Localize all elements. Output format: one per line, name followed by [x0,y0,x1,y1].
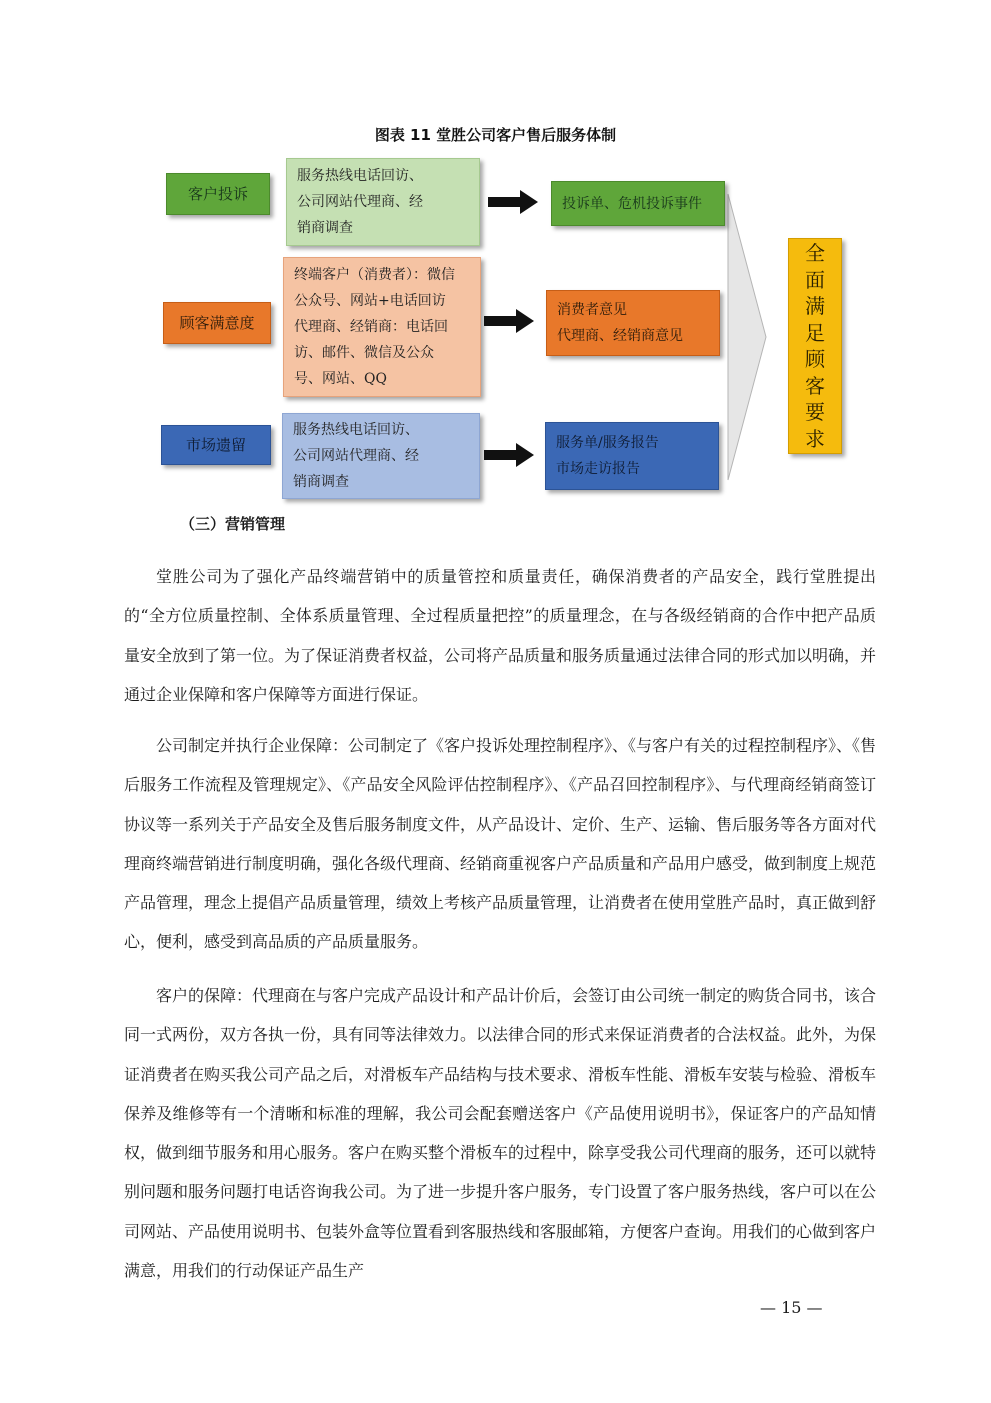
arrow-right-icon [484,443,534,467]
funnel-shape [726,192,770,482]
goal-box [788,238,842,454]
channel-line: 公司网站代理商、经 [293,448,419,464]
market-output-box [545,422,719,490]
arrow-right-icon [484,309,534,333]
channel-line: 访、邮件、微信及公众 [294,345,434,361]
goal-char: 面 [805,267,825,292]
goal-char: 顾 [805,347,825,371]
paragraph: 客户的保障：代理商在与客户完成产品设计和产品计价后，会签订由公司统一制定的购货合同书，该合同一式两份，双方各执一份，具有同等法律效力。以法律合同的形式来保证消费者的合法权益。此外，为保证消费者在购买我公司产品之后，对滑板车产品结构与技术要求、滑板车性能、滑板车安装与检验、滑板车保养及维修等有一个清晰和标准的理解，我公司会配套赠送客户《产品使用说明书》，保证客户的产品知情权，做到细节服务和用心服务。客户在购买整个滑板车的过程中，除享受我公司代理商的服务，还可以就特别问题和服务问题打电话咨询我公司。为了进一步提升客户服务，专门设置了客户服务热线，客户可以在公司网站、产品使用说明书、包装外盒等位置看到客服热线和客服邮箱，方便客户查询。用我们的心做到客户满意，用我们的行动保证产品生产 [124,986,877,1281]
market-channels-box [282,413,480,499]
satisfaction-label-box [163,302,271,344]
complaint-label-box [166,173,270,215]
goal-char: 满 [805,294,825,318]
channel-line: 服务热线电话回访、 [297,168,423,184]
satisfaction-label: 顾客满意度 [179,314,255,332]
output-line: 消费者意见 [557,302,627,318]
complaint-channels-box [286,158,480,246]
channel-line: 销商调查 [293,474,349,490]
arrow-right-icon [488,190,538,214]
market-label: 市场遗留 [185,436,246,454]
output-line: 服务单/服务报告 [556,435,659,451]
goal-char: 客 [805,373,825,398]
goal-char: 足 [805,320,825,345]
output-line: 投诉单、危机投诉事件 [562,195,702,212]
goal-char: 要 [805,400,825,424]
channel-line: 公司网站代理商、经 [297,194,423,210]
satisfaction-output-box [546,290,720,356]
channel-line: 公众号、网站+电话回访 [294,293,446,309]
output-line: 市场走访报告 [556,461,640,477]
output-line: 代理商、经销商意见 [557,328,683,344]
paragraph: 堂胜公司为了强化产品终端营销中的质量管控和质量责任，确保消费者的产品安全，践行堂胜提出的“全方位质量控制、全体系质量管理、全过程质量把控”的质量理念，在与各级经销商的合作中把产品质量安全放到了第一位。为了保证消费者权益，公司将产品质量和服务质量通过法律合同的形式加以明确，并通过企业保障和客户保障等方面进行保证。 [124,567,877,704]
goal-char: 求 [805,426,825,451]
page-number: — 15 — [760,1298,823,1317]
channel-line: 号、网站、QQ [294,371,387,387]
goal-char: 全 [805,241,825,265]
channel-line: 终端客户（消费者）：微信 [294,267,455,283]
figure-title: 图表 11 堂胜公司客户售后服务体制 [374,126,617,144]
satisfaction-channels-box [283,257,481,397]
section-heading: （三）营销管理 [180,515,286,533]
paragraph: 公司制定并执行企业保障：公司制定了《客户投诉处理控制程序》、《与客户有关的过程控制程序》、《售后服务工作流程及管理规定》、《产品安全风险评估控制程序》、《产品召回控制程序》、与代理商经销商签订协议等一系列关于产品安全及售后服务制度文件，从产品设计、定价、生产、运输、售后服务等各方面对代理商终端营销进行制度明确，强化各级代理商、经销商重视客户产品质量和产品用户感受，做到制度上规范产品管理，理念上提倡产品质量管理，绩效上考核产品质量管理，让消费者在使用堂胜产品时，真正做到舒心，便利，感受到高品质的产品质量服务。 [124,736,877,952]
channel-line: 销商调查 [297,220,353,236]
complaint-output-box [551,181,725,226]
channel-line: 代理商、经销商：电话回 [294,319,448,335]
market-label-box [161,425,271,465]
complaint-label: 客户投诉 [187,185,248,203]
channel-line: 服务热线电话回访、 [293,422,419,438]
